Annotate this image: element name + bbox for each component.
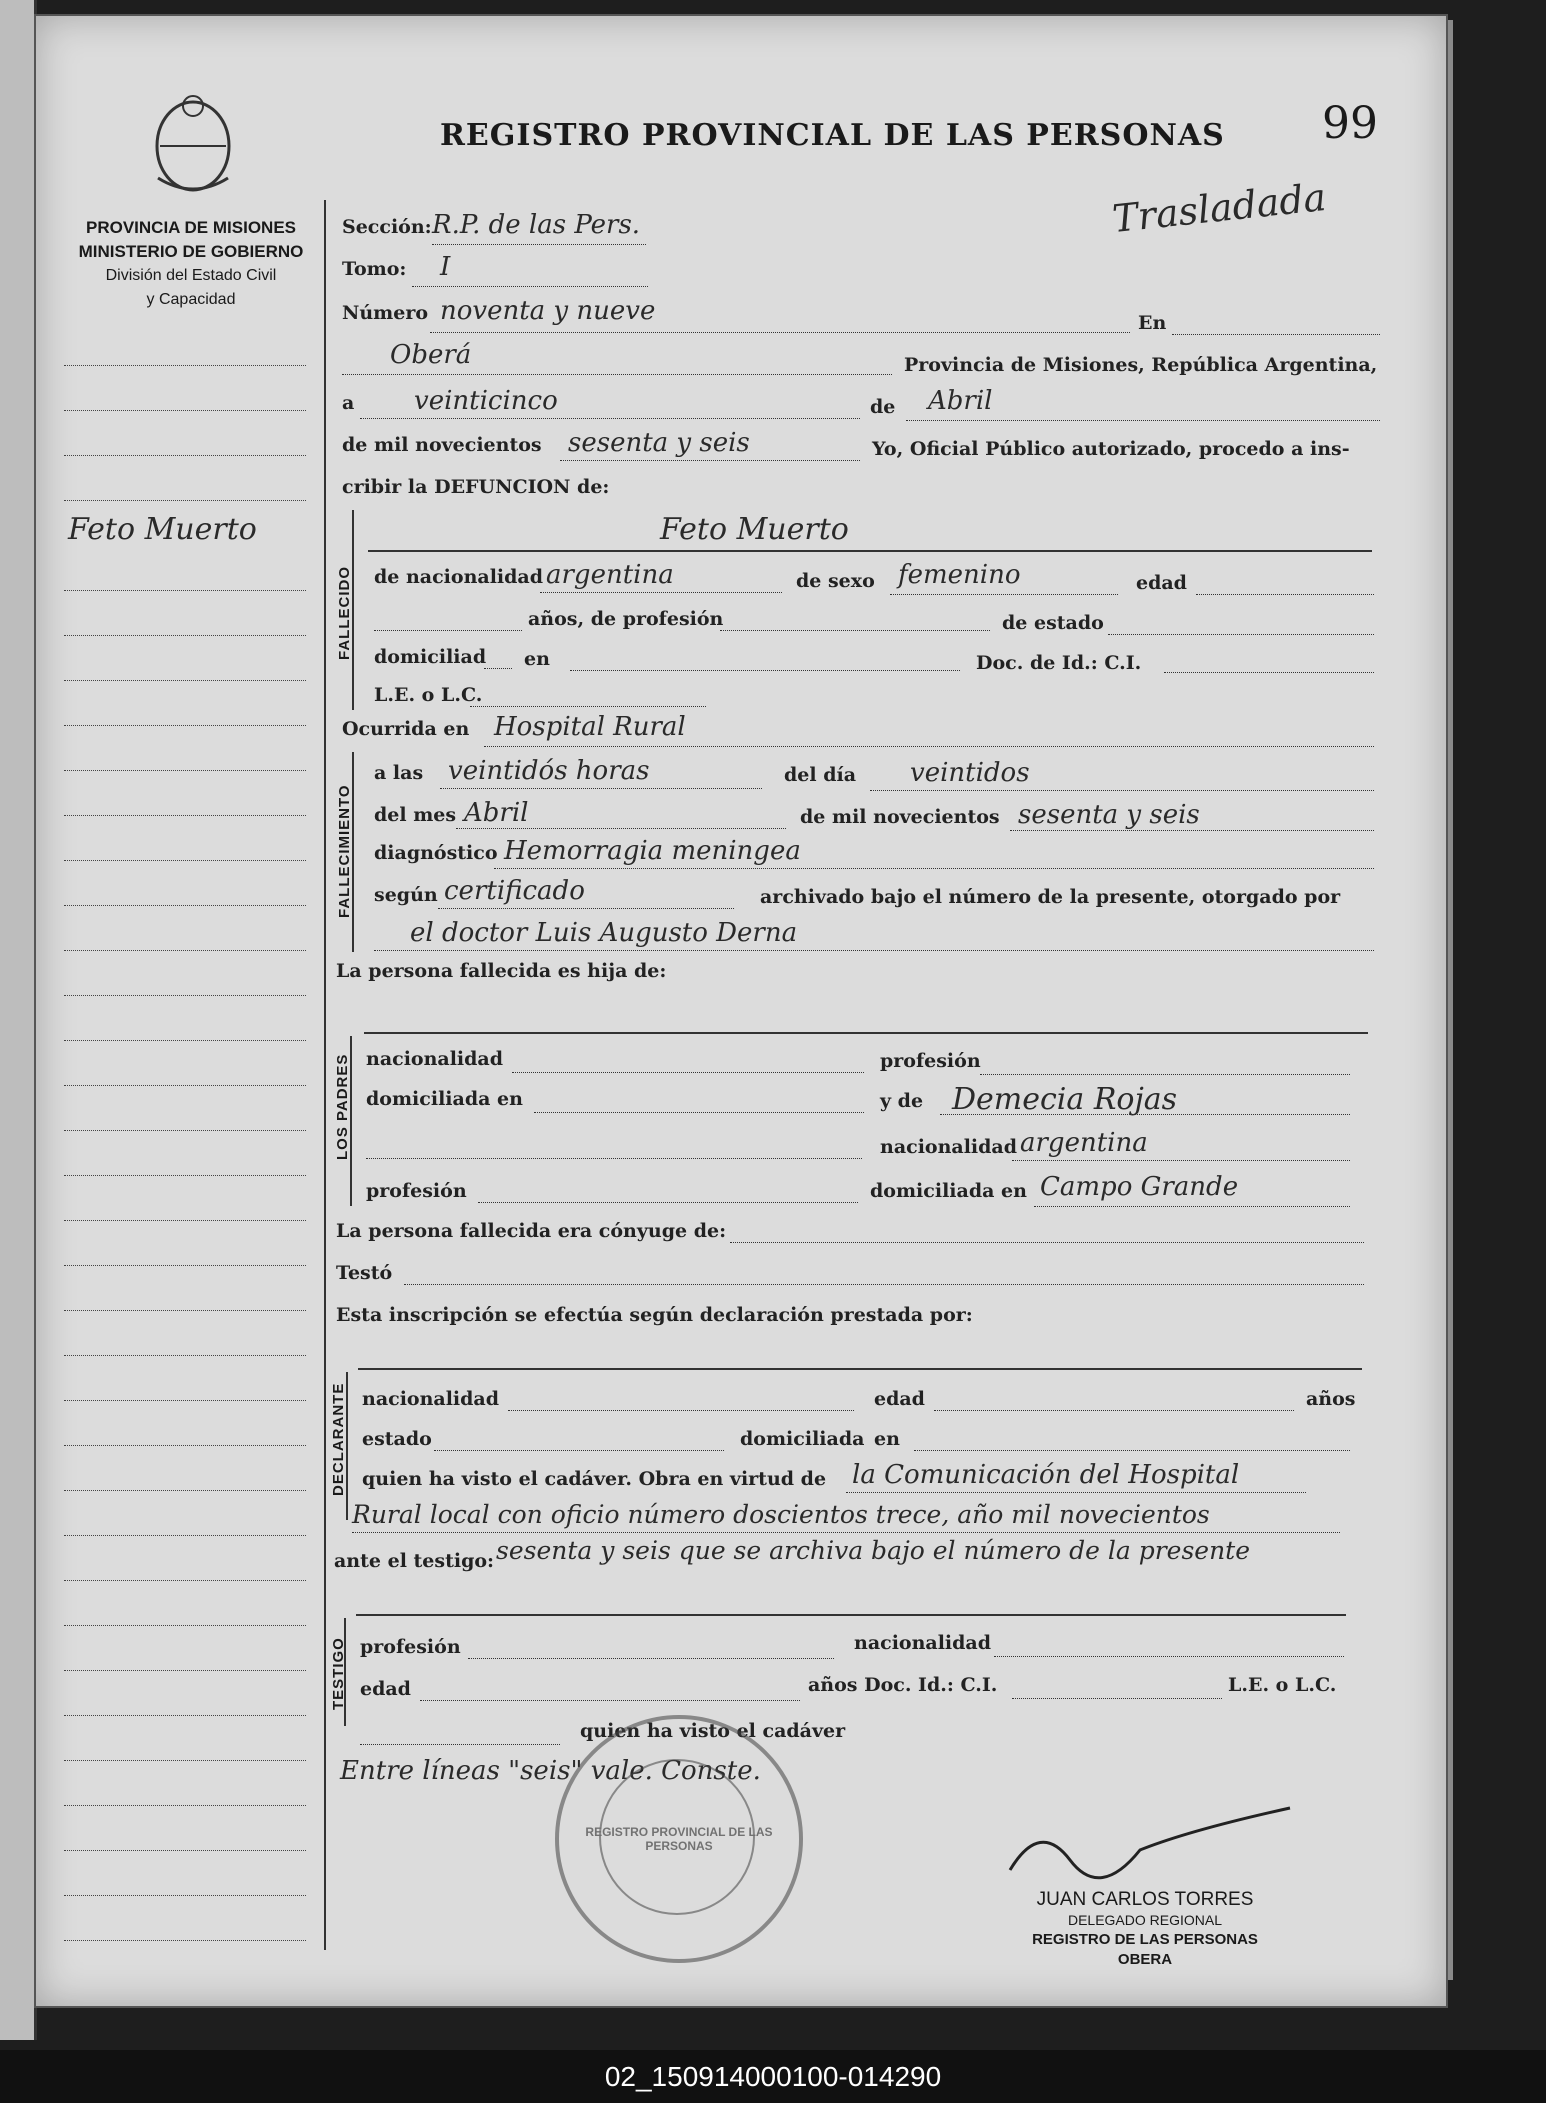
- fallecimiento-section-label: FALLECIMIENTO: [336, 784, 353, 918]
- month-value: Abril: [928, 386, 993, 416]
- tomo-value: I: [440, 252, 451, 282]
- cadaver-label: quien ha visto el cadáver. Obra en virtud de: [362, 1468, 827, 1490]
- fallecido-nacionalidad-label: de nacionalidad: [374, 566, 544, 588]
- ocurrida-label: Ocurrida en: [342, 718, 470, 740]
- fallecido-nacionalidad-value: argentina: [546, 560, 674, 590]
- seccion-value: R.P. de las Pers.: [432, 210, 641, 240]
- image-id-bar: 02_150914000100-014290: [0, 2050, 1546, 2103]
- padres-nacionalidad-label: nacionalidad: [366, 1048, 504, 1070]
- testigo-edad-label: edad: [360, 1678, 411, 1700]
- place-value: Oberá: [390, 340, 472, 370]
- anos-profesion-label: años, de profesión: [528, 608, 724, 630]
- del-mes-label: del mes: [374, 804, 457, 826]
- folio-number: 99: [1322, 98, 1378, 149]
- declarante-anos-label: años: [1306, 1388, 1356, 1410]
- declarante-domiciliada-label: domiciliada: [740, 1428, 865, 1450]
- segun-label: según: [374, 884, 438, 906]
- authority-block: [60, 216, 322, 312]
- hora-value: veintidós horas: [448, 756, 650, 786]
- fallecido-en-label: en: [524, 648, 550, 670]
- signature-scribble-icon: [1000, 1800, 1300, 1900]
- declarante-nacionalidad-label: nacionalidad: [362, 1388, 500, 1410]
- declarante-en-label: en: [874, 1428, 900, 1450]
- signature-role: DELEGADO REGIONAL: [1067, 1912, 1223, 1928]
- authority-line1: PROVINCIA DE MISIONES: [85, 218, 296, 237]
- inscribir-prefix: cribir la: [342, 476, 428, 498]
- de-label: de: [870, 396, 896, 418]
- authority-line4: y Capacidad: [146, 291, 236, 308]
- margin-note: Feto Muerto: [68, 512, 257, 547]
- quien-label: quien ha visto el cadáver: [580, 1720, 846, 1742]
- declaracion-label: Esta inscripción se efectúa según declaración prestada por:: [336, 1304, 973, 1326]
- seal-text: REGISTRO PROVINCIAL DE LAS PERSONAS: [585, 1825, 773, 1853]
- padres-nacionalidad2-value: argentina: [1020, 1128, 1148, 1158]
- declarante-edad-label: edad: [874, 1388, 925, 1410]
- a-las-label: a las: [374, 762, 424, 784]
- testo-label: Testó: [336, 1262, 393, 1284]
- hija-label: La persona fallecida es hija de:: [336, 960, 667, 982]
- fallecido-name: Feto Muerto: [660, 512, 849, 547]
- diagnostico-value: Hemorragia meningea: [504, 836, 801, 866]
- sexo-value: femenino: [898, 560, 1021, 590]
- declarante-section-label: DECLARANTE: [330, 1382, 347, 1496]
- padres-profesion2-label: profesión: [366, 1180, 467, 1202]
- y-de-label: y de: [880, 1090, 924, 1112]
- page-title: REGISTRO PROVINCIAL DE LAS PERSONAS: [440, 118, 1225, 153]
- oficial-text: Yo, Oficial Público autorizado, procedo a ins-: [872, 438, 1350, 460]
- a-label: a: [342, 392, 355, 414]
- doctor-value: el doctor Luis Augusto Derna: [410, 918, 798, 948]
- ante-testigo-label: ante el testigo:: [334, 1550, 495, 1572]
- year-value: sesenta y seis: [568, 428, 750, 458]
- inscribir-suffix: de:: [577, 476, 610, 498]
- en-label: En: [1138, 312, 1167, 334]
- footer-note: Entre líneas "seis" vale. Conste.: [340, 1756, 761, 1786]
- testigo-continuation-value: sesenta y seis que se archiva bajo el número de la presente: [496, 1536, 1251, 1565]
- testigo-section-label: TESTIGO: [330, 1637, 347, 1710]
- testigo-le-label: L.E. o L.C.: [1228, 1674, 1337, 1696]
- le-label: L.E. o L.C.: [374, 684, 483, 706]
- domiciliad-label: domiciliad: [374, 646, 487, 668]
- signature-office: REGISTRO DE LAS PERSONAS: [1032, 1931, 1258, 1948]
- sexo-label: de sexo: [796, 570, 875, 592]
- padres-section-label: LOS PADRES: [334, 1053, 351, 1160]
- signature-name: JUAN CARLOS TORRES: [1036, 1889, 1254, 1910]
- authority-line3: División del Estado Civil: [105, 267, 277, 284]
- column-divider: [324, 200, 326, 1950]
- register-page: [34, 14, 1448, 2008]
- doc-label: Doc. de Id.: C.I.: [976, 652, 1142, 674]
- signature-city: OBERA: [1117, 1951, 1173, 1968]
- fallecimiento-mil-label: de mil novecientos: [800, 806, 1000, 828]
- mil-label: de mil novecientos: [342, 434, 542, 456]
- anos-doc-label: años Doc. Id.: C.I.: [808, 1674, 998, 1696]
- padres-nacionalidad2-label: nacionalidad: [880, 1136, 1018, 1158]
- seccion-label: Sección:: [342, 216, 432, 238]
- padres-profesion-label: profesión: [880, 1050, 981, 1072]
- day-value: veinticinco: [414, 386, 558, 416]
- fallecimiento-anio-value: sesenta y seis: [1018, 800, 1200, 830]
- authority-line2: MINISTERIO DE GOBIERNO: [78, 242, 304, 261]
- declarante-estado-label: estado: [362, 1428, 432, 1450]
- fallecido-edad-label: edad: [1136, 572, 1187, 594]
- official-seal: [555, 1715, 803, 1963]
- coat-of-arms-icon: [148, 88, 238, 198]
- tomo-label: Tomo:: [342, 258, 407, 280]
- continuation-value: Rural local con oficio número doscientos trece, año mil novecientos: [352, 1500, 1210, 1529]
- numero-value: noventa y nueve: [440, 296, 656, 326]
- dia-value: veintidos: [910, 758, 1030, 788]
- conyuge-label: La persona fallecida era cónyuge de:: [336, 1220, 727, 1242]
- inscribir-bold: DEFUNCION: [434, 476, 571, 498]
- fallecido-estado-label: de estado: [1002, 612, 1104, 634]
- numero-label: Número: [342, 302, 429, 324]
- segun-value: certificado: [444, 876, 585, 906]
- madre-value: Demecia Rojas: [952, 1082, 1178, 1117]
- testigo-nacionalidad-label: nacionalidad: [854, 1632, 992, 1654]
- fallecido-section-label: FALLECIDO: [336, 566, 353, 660]
- ocurrida-value: Hospital Rural: [494, 712, 686, 742]
- trasladada-annotation: Trasladada: [1110, 174, 1329, 242]
- cadaver-value: la Comunicación del Hospital: [852, 1460, 1240, 1490]
- testigo-profesion-label: profesión: [360, 1636, 461, 1658]
- provincia-text: Provincia de Misiones, República Argentina,: [904, 354, 1378, 376]
- del-dia-label: del día: [784, 764, 857, 786]
- diagnostico-label: diagnóstico: [374, 842, 498, 864]
- padres-domiciliada-label: domiciliada en: [366, 1088, 523, 1110]
- padres-domiciliada2-label: domiciliada en: [870, 1180, 1027, 1202]
- domicilio-value: Campo Grande: [1040, 1172, 1239, 1202]
- signature-block: [990, 1890, 1300, 1970]
- mes-value: Abril: [464, 798, 529, 828]
- adjacent-page-edge: [0, 0, 37, 2040]
- archivado-text: archivado bajo el número de la presente, otorgado por: [760, 886, 1341, 908]
